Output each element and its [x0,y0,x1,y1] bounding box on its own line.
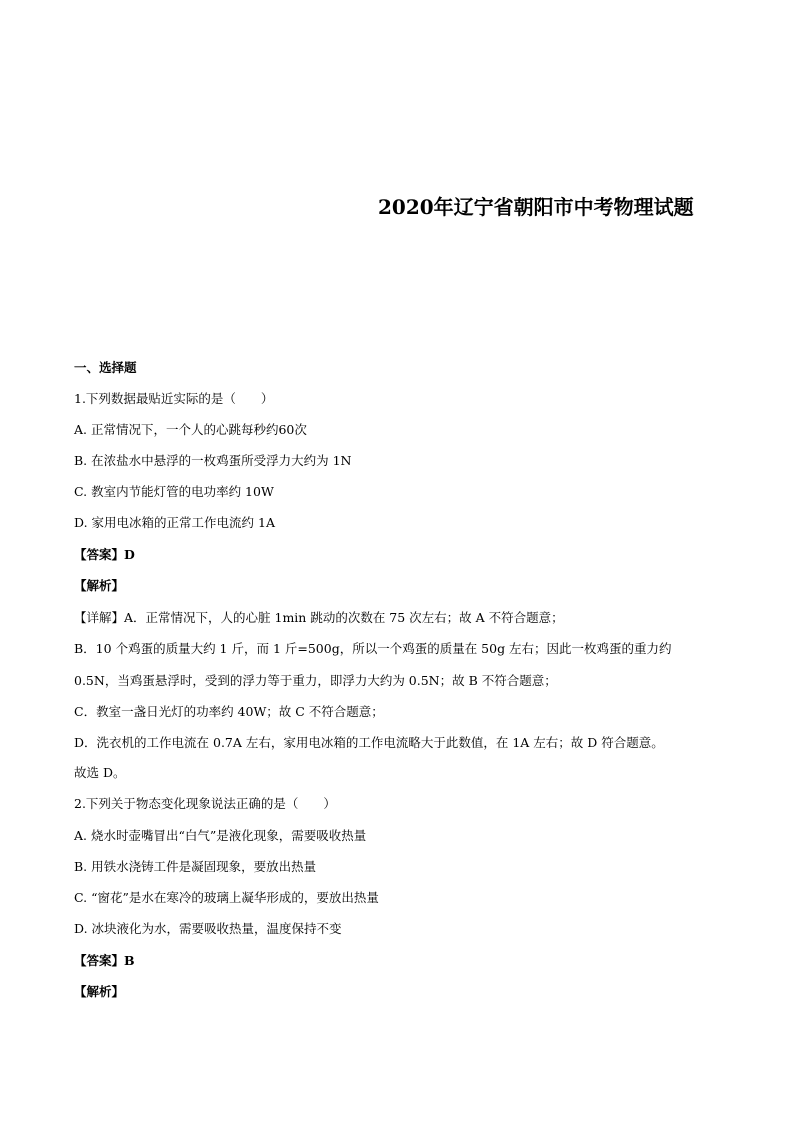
section-heading: 一、选择题 [74,360,137,375]
question-2-analysis-label: 【解析】 [74,984,125,999]
question-1-answer: 【答案】D [74,547,135,562]
question-2-option-a: A. 烧水时壶嘴冒出“白气”是液化现象，需要吸收热量 [74,828,367,843]
question-1-option-b: B. 在浓盐水中悬浮的一枚鸡蛋所受浮力大约为 1N [74,453,352,468]
question-1-explanation-line-5: D．洗衣机的工作电流在 0.7A 左右，家用电冰箱的工作电流略大于此数值，在 1A 左右；故 D 符合题意。 [74,735,664,750]
question-2-stem: 2.下列关于物态变化现象说法正确的是（ ） [74,796,336,811]
question-2-answer: 【答案】B [74,953,135,968]
question-1-option-d: D. 家用电冰箱的正常工作电流约 1A [74,515,275,530]
question-1-analysis-label: 【解析】 [74,578,125,593]
question-1-explanation-line-3: 0.5N，当鸡蛋悬浮时，受到的浮力等于重力，即浮力大约为 0.5N；故 B 不符合题意； [74,673,557,688]
question-2-option-b: B. 用铁水浇铸工件是凝固现象，要放出热量 [74,859,317,874]
question-2-option-d: D. 冰块液化为水，需要吸收热量，温度保持不变 [74,921,342,936]
question-1-explanation-line-6: 故选 D。 [74,765,126,780]
question-1-explanation-line-2: B．10 个鸡蛋的质量大约 1 斤，而 1 斤=500g，所以一个鸡蛋的质量在 50g 左右；因此一枚鸡蛋的重力约 [74,641,672,656]
question-1-option-a: A. 正常情况下，一个人的心跳每秒约60次 [74,422,307,437]
page-title: 2020年辽宁省朝阳市中考物理试题 [378,195,694,219]
question-1-stem: 1.下列数据最贴近实际的是（ ） [74,391,274,406]
question-1-explanation-line-4: C．教室一盏日光灯的功率约 40W；故 C 不符合题意； [74,704,384,719]
question-1-option-c: C. 教室内节能灯管的电功率约 10W [74,484,274,499]
question-2-option-c: C. “窗花”是水在寒冷的玻璃上凝华形成的，要放出热量 [74,890,379,905]
question-1-explanation-line-1: 【详解】A．正常情况下，人的心脏 1min 跳动的次数在 75 次左右；故 A 不符合题意； [74,610,564,625]
